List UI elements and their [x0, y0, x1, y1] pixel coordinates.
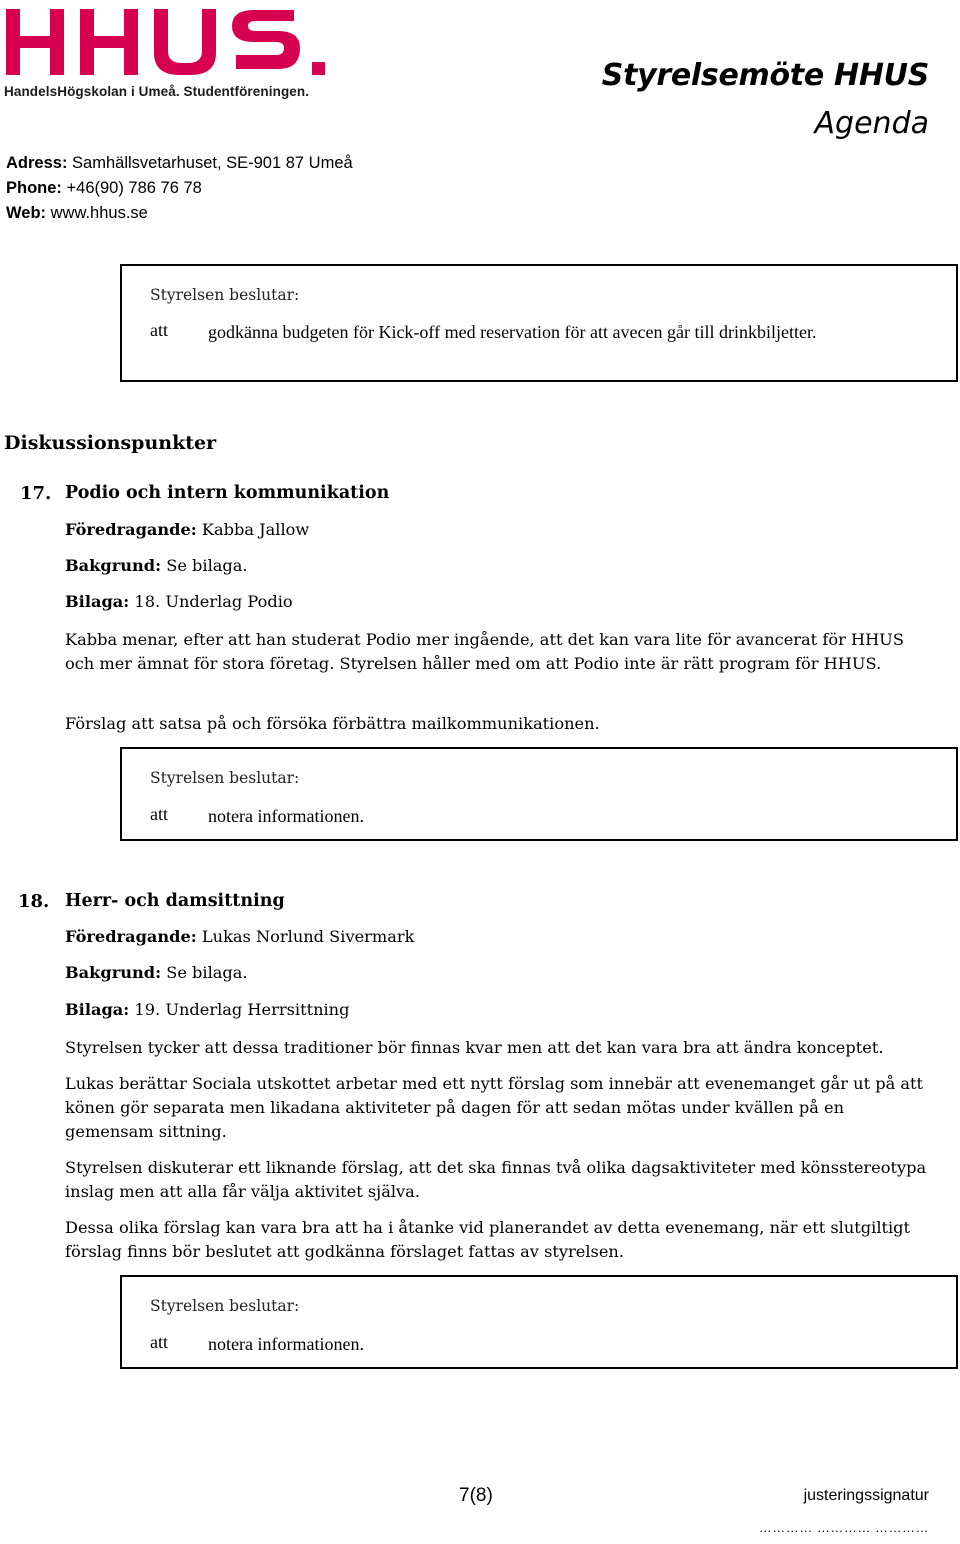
presenter-line [65, 520, 309, 539]
presenter-label: Föredragande: [65, 927, 197, 946]
decision-att: att [150, 1332, 168, 1352]
decision-text: godkänna budgeten för Kick-off med reservation för att avecen går till drinkbiljetter. [208, 322, 817, 342]
attachment-text: Underlag Herrsittning [165, 1000, 350, 1019]
presenter-line [65, 927, 414, 946]
decision-label: Styrelsen beslutar: [150, 769, 300, 787]
paragraph: Kabba menar, efter att han studerat Podio mer ingående, att det kan vara lite för avancerat för HHUS och mer ämnat för stora företag. Styrelsen håller med om att Podio inte är rätt program för HHUS. [65, 630, 904, 673]
signature-label: justeringssignatur [803, 1487, 929, 1504]
decision-label: Styrelsen beslutar: [150, 286, 300, 304]
item-title: Herr- och damsittning [65, 891, 285, 911]
logo-subtitle: HandelsHögskolan i Umeå. Studentföreningen. [4, 84, 310, 99]
decision-label: Styrelsen beslutar: [150, 1297, 300, 1315]
address-value: Samhällsvetarhuset, SE-901 87 Umeå [72, 154, 353, 172]
paragraph: Förslag att satsa på och försöka förbättra mailkommunikationen. [65, 714, 600, 733]
phone-value: +46(90) 786 76 78 [66, 179, 202, 197]
decision-box [120, 264, 958, 382]
signature-dots: ………… ………… ………… [758, 1520, 929, 1535]
background-value: Se bilaga. [166, 556, 248, 575]
decision-text: notera informationen. [208, 806, 364, 826]
background-label: Bakgrund: [65, 963, 162, 982]
paragraph: Styrelsen tycker att dessa traditioner bör finnas kvar men att det kan vara bra att ändra konceptet. [65, 1038, 884, 1057]
background-line [65, 556, 248, 575]
paragraph: Styrelsen diskuterar ett liknande förslag, att det ska finnas två olika dagsaktiviteter med könsstereotypa inslag men att alla får välja aktivitet själva. [65, 1158, 927, 1201]
contact-address [6, 154, 353, 173]
document-subtitle: Agenda [814, 106, 929, 141]
presenter-name: Kabba Jallow [201, 520, 310, 539]
background-label: Bakgrund: [65, 556, 162, 575]
section-heading: Diskussionspunkter [4, 432, 217, 454]
background-line [65, 963, 248, 982]
decision-box [120, 747, 958, 841]
presenter-name: Lukas Norlund Sivermark [201, 927, 415, 946]
decision-text: notera informationen. [208, 1334, 364, 1354]
attachment-text: Underlag Podio [165, 592, 293, 611]
contact-phone [6, 179, 202, 198]
attachment-line [65, 592, 293, 611]
attachment-ref: 19. [134, 1000, 161, 1019]
paragraph: Lukas berättar Sociala utskottet arbetar med ett nytt förslag som innebär att evenemanget går ut på att könen gör separata men likadana aktiviteter på dagen för att sedan mötas under kvällen på en gemensam sittning. [65, 1074, 924, 1141]
item-number: 18. [18, 891, 50, 912]
decision-att: att [150, 804, 168, 824]
phone-label: Phone: [6, 179, 62, 197]
web-label: Web: [6, 204, 47, 222]
attachment-line [65, 1000, 349, 1019]
background-value: Se bilaga. [166, 963, 248, 982]
presenter-label: Föredragande: [65, 520, 197, 539]
paragraph: Dessa olika förslag kan vara bra att ha i åtanke vid planerandet av detta evenemang, när ett slutgiltigt förslag finns bör beslutet att godkänna förslaget fattas av styrelsen. [65, 1218, 911, 1261]
attachment-label: Bilaga: [65, 592, 130, 611]
decision-att: att [150, 320, 168, 340]
web-link[interactable]: www.hhus.se [50, 204, 148, 222]
item-number: 17. [20, 483, 52, 504]
address-label: Adress: [6, 154, 68, 172]
attachment-ref: 18. [134, 592, 161, 611]
decision-box [120, 1275, 958, 1369]
page-number: 7(8) [459, 1485, 493, 1506]
contact-web [6, 204, 148, 223]
item-title: Podio och intern kommunikation [65, 483, 390, 503]
attachment-label: Bilaga: [65, 1000, 130, 1019]
document-title: Styrelsemöte HHUS [601, 58, 929, 93]
